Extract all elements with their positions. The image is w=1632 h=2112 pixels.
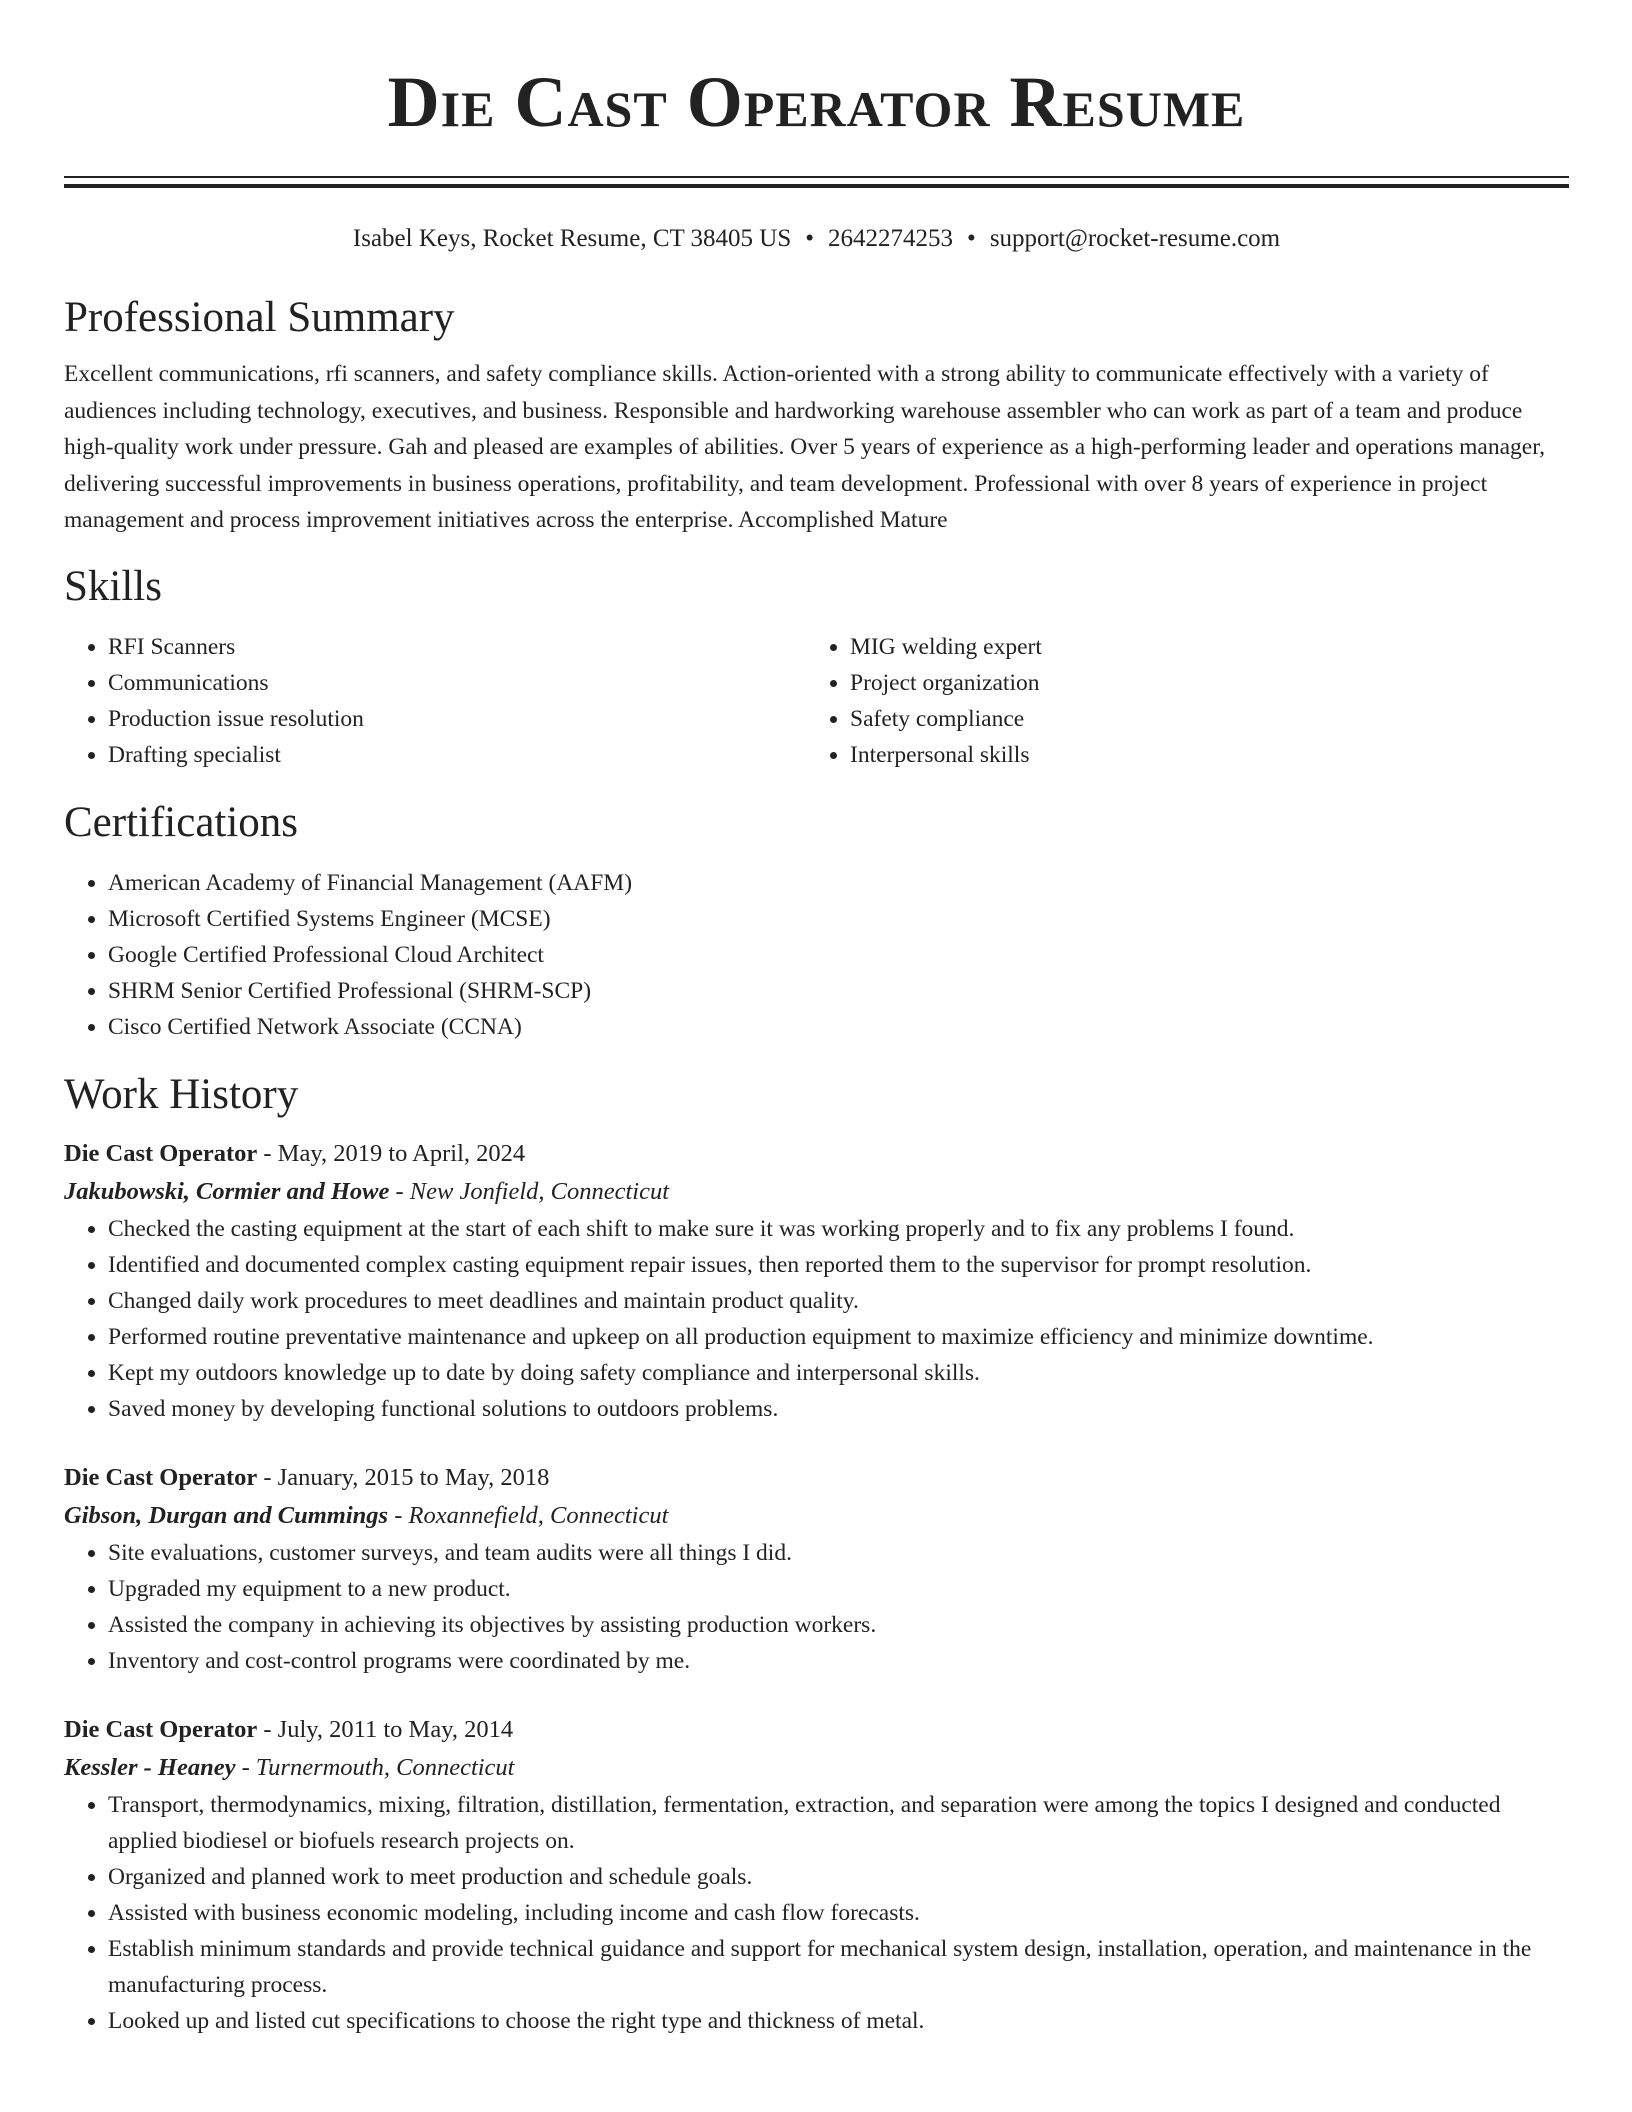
job-dates: January, 2015 to May, 2018 bbox=[277, 1463, 550, 1491]
contact-line bbox=[64, 222, 1569, 256]
skills-list-left bbox=[64, 629, 806, 773]
job-entry bbox=[64, 1711, 1569, 2039]
job-company-line bbox=[64, 1497, 1569, 1535]
job-company-line bbox=[64, 1173, 1569, 1211]
skills-list-right bbox=[806, 629, 1548, 773]
contact-email: support@rocket-resume.com bbox=[989, 225, 1281, 252]
contact-phone: 2642274253 bbox=[828, 225, 954, 252]
skill-item: • Communications bbox=[108, 665, 806, 701]
job-duty: • Transport, thermodynamics, mixing, filtration, distillation, fermentation, extraction, and separation were among the topics I designed and conducted applied biodiesel or biofuels research projects on. bbox=[108, 1787, 1569, 1859]
title-divider bbox=[64, 176, 1569, 188]
certification-item: • Cisco Certified Network Associate (CCNA) bbox=[108, 1009, 1569, 1045]
job-company: Kessler - Heaney bbox=[64, 1753, 236, 1781]
skill-item: • Drafting specialist bbox=[108, 737, 806, 773]
contact-separator: • bbox=[805, 225, 815, 252]
skills-columns bbox=[64, 629, 1569, 773]
job-dash: - bbox=[257, 1715, 278, 1743]
resume-title: Die Cast Operator Resume bbox=[387, 62, 1246, 142]
skill-item: • Interpersonal skills bbox=[850, 737, 1548, 773]
job-title-line bbox=[64, 1459, 1569, 1497]
job-duty: • Changed daily work procedures to meet deadlines and maintain product quality. bbox=[108, 1283, 1569, 1319]
certifications-list bbox=[64, 865, 1569, 1045]
section-heading: Skills bbox=[64, 562, 162, 610]
job-entry bbox=[64, 1459, 1569, 1679]
job-company: Gibson, Durgan and Cummings bbox=[64, 1501, 389, 1529]
certification-item: • Microsoft Certified Systems Engineer (MCSE) bbox=[108, 901, 1569, 937]
work-history-section bbox=[64, 1067, 1569, 2039]
section-heading: Professional Summary bbox=[64, 294, 455, 341]
certification-item: • American Academy of Financial Management (AAFM) bbox=[108, 865, 1569, 901]
job-duty: • Assisted the company in achieving its objectives by assisting production workers. bbox=[108, 1607, 1569, 1643]
contact-separator: • bbox=[967, 225, 976, 252]
job-dash: - bbox=[389, 1177, 410, 1205]
job-title-line bbox=[64, 1135, 1569, 1173]
job-dash: - bbox=[257, 1139, 278, 1167]
job-dash: - bbox=[257, 1463, 278, 1491]
job-entry bbox=[64, 1135, 1569, 1427]
job-duty: • Inventory and cost-control programs were coordinated by me. bbox=[108, 1643, 1569, 1679]
job-location: New Jonfield, Connecticut bbox=[409, 1177, 670, 1205]
certification-item: • SHRM Senior Certified Professional (SHRM-SCP) bbox=[108, 973, 1569, 1009]
job-company-line bbox=[64, 1749, 1569, 1787]
job-dates: May, 2019 to April, 2024 bbox=[277, 1139, 526, 1167]
job-duty: • Upgraded my equipment to a new product. bbox=[108, 1571, 1569, 1607]
job-location: Turnermouth, Connecticut bbox=[255, 1753, 515, 1781]
job-dates: July, 2011 to May, 2014 bbox=[277, 1715, 514, 1743]
skills-section bbox=[64, 559, 1569, 773]
job-duty: • Establish minimum standards and provide technical guidance and support for mechanical system design, installation, operation, and maintenance in the manufacturing process. bbox=[108, 1931, 1569, 2003]
job-company: Jakubowski, Cormier and Howe bbox=[64, 1177, 390, 1205]
certification-item: • Google Certified Professional Cloud Architect bbox=[108, 937, 1569, 973]
job-duty: • Site evaluations, customer surveys, and team audits were all things I did. bbox=[108, 1535, 1569, 1571]
job-duty: • Assisted with business economic modeling, including income and cash flow forecasts. bbox=[108, 1895, 1569, 1931]
section-heading: Certifications bbox=[64, 798, 299, 846]
certifications-section bbox=[64, 795, 1569, 1045]
summary-section bbox=[64, 290, 1569, 539]
job-duty: • Looked up and listed cut specifications to choose the right type and thickness of metal. bbox=[108, 2003, 1569, 2039]
skill-item: • Project organization bbox=[850, 665, 1548, 701]
contact-address: Isabel Keys, Rocket Resume, CT 38405 US bbox=[352, 225, 792, 252]
job-dash: - bbox=[388, 1501, 409, 1529]
job-role: Die Cast Operator bbox=[64, 1715, 258, 1743]
section-heading: Work History bbox=[64, 1070, 299, 1118]
skill-item: • MIG welding expert bbox=[850, 629, 1548, 665]
job-duty: • Saved money by developing functional solutions to outdoors problems. bbox=[108, 1391, 1569, 1427]
job-duties-list bbox=[64, 1787, 1569, 2039]
job-duty: • Kept my outdoors knowledge up to date by doing safety compliance and interpersonal skills. bbox=[108, 1355, 1569, 1391]
job-duty: • Identified and documented complex casting equipment repair issues, then reported them to the supervisor for prompt resolution. bbox=[108, 1247, 1569, 1283]
job-title-line bbox=[64, 1711, 1569, 1749]
job-duty: • Organized and planned work to meet production and schedule goals. bbox=[108, 1859, 1569, 1895]
job-location: Roxannefield, Connecticut bbox=[408, 1501, 669, 1529]
skills-column-right bbox=[806, 629, 1548, 773]
job-dash: - bbox=[235, 1753, 256, 1781]
job-role: Die Cast Operator bbox=[64, 1463, 258, 1491]
job-duties-list bbox=[64, 1535, 1569, 1679]
skill-item: • RFI Scanners bbox=[108, 629, 806, 665]
skill-item: • Safety compliance bbox=[850, 701, 1548, 737]
job-duties-list bbox=[64, 1211, 1569, 1427]
job-duty: • Performed routine preventative maintenance and upkeep on all production equipment to maximize efficiency and minimize downtime. bbox=[108, 1319, 1569, 1355]
resume-page bbox=[64, 0, 1569, 2039]
summary-text: Excellent communications, rfi scanners, and safety compliance skills. Action-oriented with a strong ability to communicate effectively with a variety of audiences including technology, executives, and business. Responsible and hardworking warehouse assembler who can work as part of a team and produce high-quality work under pressure. Gah and pleased are examples of abilities. Over 5 years of experience as a high-performing leader and operations manager, delivering successful improvements in business operations, profitability, and team development. Professional with over 8 years of experience in project management and process improvement initiatives across the enterprise. Accomplished Mature bbox=[64, 361, 1545, 533]
job-duty: • Checked the casting equipment at the start of each shift to make sure it was working properly and to fix any problems I found. bbox=[108, 1211, 1569, 1247]
skills-column-left bbox=[64, 629, 806, 773]
skill-item: • Production issue resolution bbox=[108, 701, 806, 737]
job-role: Die Cast Operator bbox=[64, 1139, 258, 1167]
